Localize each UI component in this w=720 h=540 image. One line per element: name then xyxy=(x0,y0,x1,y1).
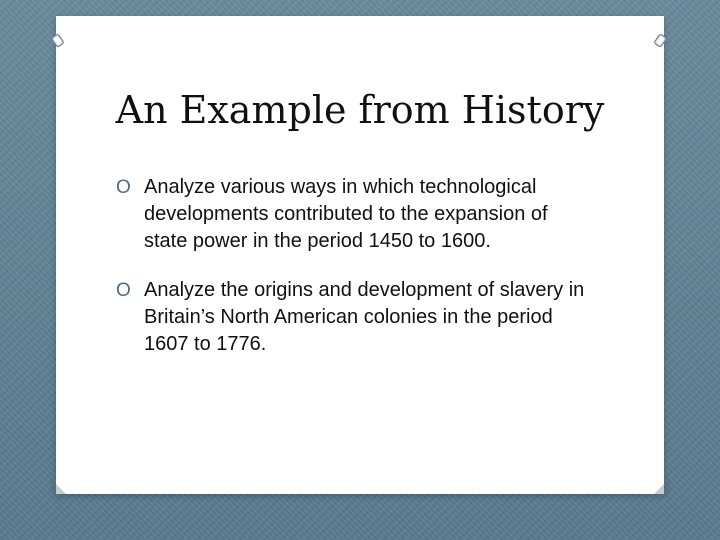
thumbtack-icon xyxy=(49,32,67,50)
bullet-marker-icon: O xyxy=(116,280,131,301)
thumbtack-icon xyxy=(651,32,669,50)
bullet-list xyxy=(116,174,596,380)
bullet-item xyxy=(116,277,596,358)
bullet-text: Analyze the origins and development of slavery in Britain’s North American colonies in the period 1607 to 1776. xyxy=(144,279,585,355)
corner-tape-icon xyxy=(50,478,74,502)
bullet-text: Analyze various ways in which technological developments contributed to the expansion of state power in the period 1450 to 1600. xyxy=(144,176,548,252)
bullet-item xyxy=(116,174,596,255)
slide-title: An Example from History xyxy=(115,88,605,132)
bullet-marker-icon: O xyxy=(116,177,131,198)
corner-tape-icon xyxy=(646,478,670,502)
